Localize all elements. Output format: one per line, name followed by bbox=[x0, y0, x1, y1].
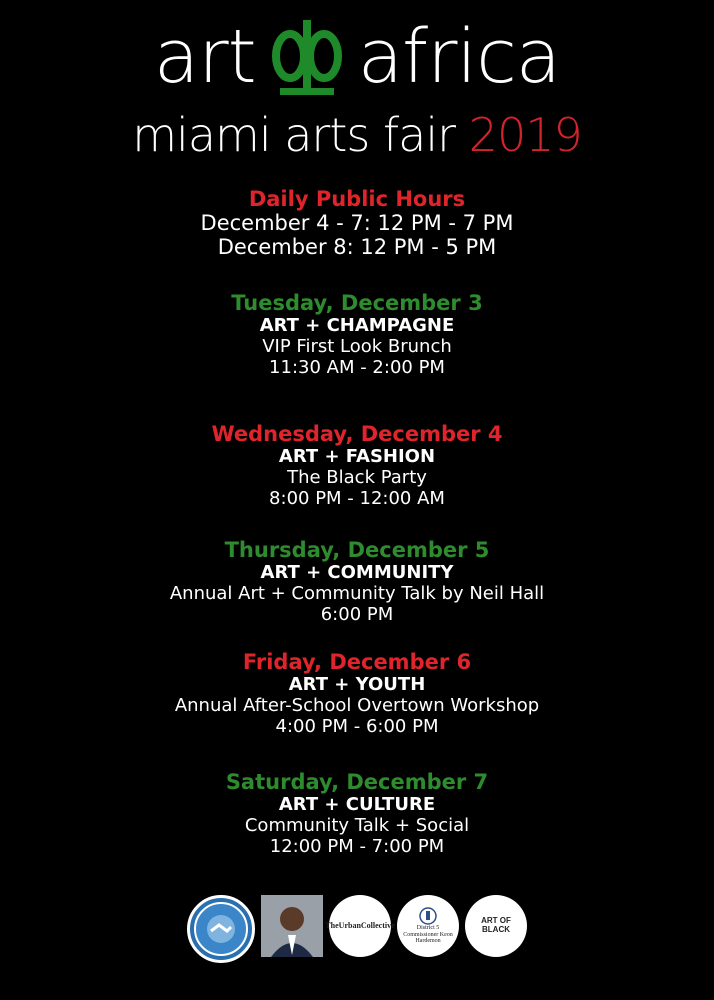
event-desc: Annual Art + Community Talk by Neil Hall bbox=[169, 583, 545, 604]
event-time: 8:00 PM - 12:00 AM bbox=[269, 488, 445, 509]
event-title: ART + FASHION bbox=[278, 446, 436, 467]
subtitle-text: miami arts fair bbox=[132, 108, 456, 162]
event-wednesday bbox=[0, 422, 714, 509]
subtitle bbox=[0, 108, 714, 162]
event-desc: VIP First Look Brunch bbox=[262, 336, 452, 357]
cra-seal-logo bbox=[187, 895, 255, 963]
event-time: 12:00 PM - 7:00 PM bbox=[269, 836, 445, 857]
event-title: ART + CHAMPAGNE bbox=[259, 315, 455, 336]
event-friday bbox=[0, 650, 714, 737]
event-title: ART + COMMUNITY bbox=[260, 562, 454, 583]
public-hours-line-2: December 8: 12 PM - 5 PM bbox=[217, 235, 497, 259]
person-icon bbox=[261, 895, 323, 957]
event-desc: The Black Party bbox=[287, 467, 427, 488]
art-of-black-logo bbox=[465, 895, 527, 957]
event-saturday bbox=[0, 770, 714, 857]
urban-collective-text: TheUrbanCollective bbox=[325, 920, 395, 930]
event-title: ART + YOUTH bbox=[288, 674, 426, 695]
event-thursday bbox=[0, 538, 714, 625]
adinkra-symbol-icon bbox=[270, 18, 344, 96]
event-desc: Community Talk + Social bbox=[244, 815, 470, 836]
art-of-black-text: ART OF BLACK bbox=[481, 916, 511, 934]
subtitle-year: 2019 bbox=[468, 108, 582, 162]
event-time: 4:00 PM - 6:00 PM bbox=[275, 716, 439, 737]
portrait-photo bbox=[261, 895, 323, 957]
urban-collective-logo bbox=[325, 895, 395, 957]
event-time: 6:00 PM bbox=[320, 604, 394, 625]
event-day: Wednesday, December 4 bbox=[211, 422, 503, 446]
handshake-icon bbox=[193, 901, 249, 957]
city-seal-icon bbox=[417, 907, 439, 925]
commissioner-logo bbox=[397, 895, 459, 957]
title-africa: africa bbox=[357, 14, 561, 100]
public-hours-line-1: December 4 - 7: 12 PM - 7 PM bbox=[200, 211, 514, 235]
commissioner-text: District 5 Commissioner Keon Hardemon bbox=[403, 925, 453, 945]
event-tuesday bbox=[0, 291, 714, 378]
event-desc: Annual After-School Overtown Workshop bbox=[174, 695, 540, 716]
event-title: ART + CULTURE bbox=[278, 794, 436, 815]
sponsor-logos bbox=[0, 895, 714, 963]
title-art: art bbox=[153, 14, 256, 100]
public-hours-heading: Daily Public Hours bbox=[248, 187, 466, 211]
event-day: Thursday, December 5 bbox=[224, 538, 490, 562]
title-row bbox=[0, 14, 714, 100]
event-day: Tuesday, December 3 bbox=[231, 291, 483, 315]
event-day: Friday, December 6 bbox=[242, 650, 472, 674]
event-time: 11:30 AM - 2:00 PM bbox=[269, 357, 445, 378]
public-hours bbox=[0, 187, 714, 259]
event-day: Saturday, December 7 bbox=[225, 770, 489, 794]
